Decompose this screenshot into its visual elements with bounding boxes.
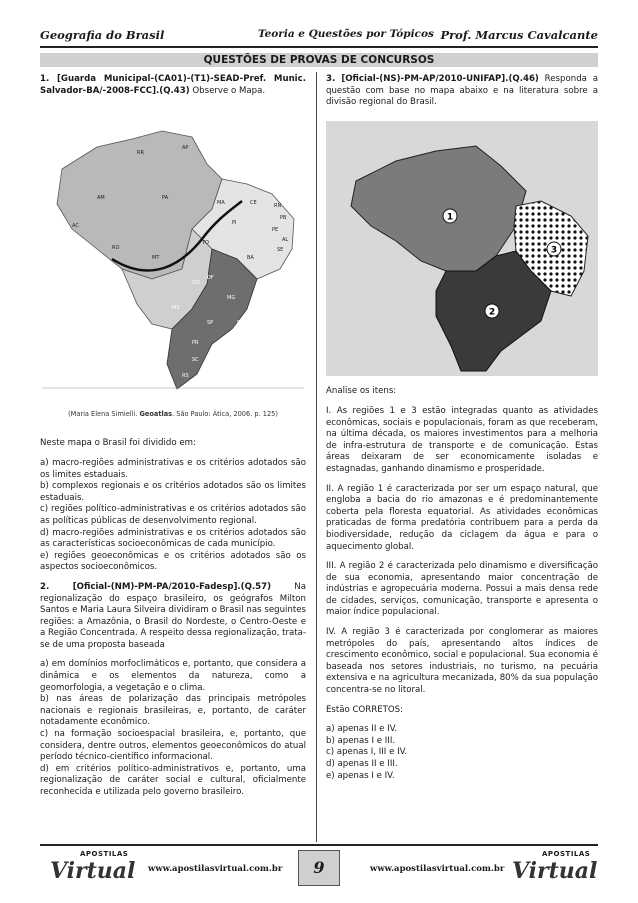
header-series: Teoria e Questões por Tópicos <box>258 28 434 40</box>
question-1-prompt <box>40 74 306 97</box>
header-rule <box>40 46 598 48</box>
q2-option-c[interactable]: c) na formação socioespacial brasileira, e, portanto, que considera, dentre outros, elementos geoeconômicos do atual período técnico-científico informacional. <box>40 729 306 763</box>
page-number: 9 <box>298 850 340 886</box>
map-label-mg: MG <box>227 295 236 302</box>
map-label-to: TO <box>202 240 209 247</box>
q3-option-d[interactable]: d) apenas II e III. <box>326 759 398 769</box>
map-label-rs: RS <box>182 373 189 380</box>
q3-option-b[interactable]: b) apenas I e III. <box>326 735 396 746</box>
question-1-stem: Neste mapa o Brasil foi dividido em: <box>40 438 196 449</box>
map-region-2-label: 2 <box>488 307 496 318</box>
left-column <box>40 74 306 799</box>
q1-option-a[interactable]: a) macro-regiões administrativas e os critérios adotados são os limites estaduais. <box>40 457 306 480</box>
question-3-options <box>326 724 598 782</box>
map-label-df: DF <box>207 275 214 282</box>
map-label-ac: AC <box>72 223 79 230</box>
map-label-sp: SP <box>207 320 214 327</box>
map-region-1-label: 1 <box>446 212 454 223</box>
header-subject: Geografia do Brasil <box>40 28 165 42</box>
map-label-sc: SC <box>192 357 199 364</box>
map-label-rn: RN <box>274 203 282 210</box>
logo-right: APOSTILAS Virtual <box>512 850 598 884</box>
map-label-pb: PB <box>280 215 287 222</box>
q2-option-a[interactable]: a) em domínios morfoclimáticos e, portanto, que considera a dinâmica e os elementos da natureza, como a geomorfologia, a vegetação e o clima. <box>40 659 306 693</box>
question-1-lead: Observe o Mapa. <box>189 85 266 96</box>
q3-item-2: II. A região 1 é caracterizada por ser um espaço natural, que engloba a bacia do rio amazonas e é predominantemente coberta pela floresta equatorial. As atividades econômicas praticadas de forma predatória contribuem para a perda da biodiversidade, redução da ciclagem da água e para o aquecimento global. <box>326 483 598 552</box>
q2-option-b[interactable]: b) nas áreas de polarização das principais metrópoles nacionais e regionais brasileiras, e, portanto, de caráter notadamente econômico. <box>40 694 306 728</box>
map-caption: (Maria Elena Simielli. Geoatlas. São Paulo: Ática, 2006. p. 125) <box>68 409 278 418</box>
question-2-text: Na regionalização do espaço brasileiro, os geógrafos Milton Santos e Maria Laura Silveira dividiram o Brasil nas seguintes regiões: a Amazônia, o Brasil do Nordeste, o Centro-Oeste e a Região Concentrada. A respeito dessa regionalização, trata-se de uma proposta baseada <box>40 581 307 650</box>
brazil-three-regions-map <box>326 121 598 376</box>
q1-option-c[interactable]: c) regiões político-administrativas e os critérios adotados são as políticas públicas de desenvolvimento regional. <box>40 504 306 526</box>
running-header <box>40 28 598 44</box>
map-label-go: GO <box>192 280 200 287</box>
q3-option-e[interactable]: e) apenas I e IV. <box>326 770 395 781</box>
header-author: Prof. Marcus Cavalcante <box>440 28 598 42</box>
q1-option-d[interactable]: d) macro-regiões administrativas e os critérios adotados são as características socioeconômicas de cada município. <box>40 527 306 550</box>
column-divider <box>316 72 317 842</box>
footer-url-right[interactable]: www.apostilasvirtual.com.br <box>370 864 505 874</box>
question-2-options <box>40 659 306 798</box>
question-2-head: 2. [Oficial-(NM)-PM-PA/2010-Fadesp].(Q.57) <box>40 581 272 592</box>
map-label-mt: MT <box>152 255 160 262</box>
question-3-correct: Estão CORRETOS: <box>326 704 404 715</box>
map-label-ap: AP <box>182 145 189 152</box>
map-label-se: SE <box>277 247 284 254</box>
map-label-al: AL <box>282 237 289 244</box>
footer-url-left[interactable]: www.apostilasvirtual.com.br <box>148 864 283 874</box>
question-1-options <box>40 458 306 574</box>
map-label-es: ES <box>252 300 259 307</box>
map-label-ro: RO <box>112 245 120 252</box>
map-label-ms: MS <box>172 305 180 312</box>
map-label-ma: MA <box>217 200 225 207</box>
right-column <box>326 74 598 782</box>
map-label-am: AM <box>97 195 105 202</box>
map-label-ce: CE <box>250 200 257 207</box>
question-1-head: 1. [Guarda Municipal-(CA01)-(T1)-SEAD-Pref. Munic. Salvador-BA/-2008-FCC].(Q.43) <box>40 74 306 96</box>
q3-item-3: III. A região 2 é caracterizada pelo dinamismo e diversificação de sua economia, apresentando maior concentração de indústrias e agropecuária moderna. Possui a mais densa rede de cidades, serviços, comunicação, transporte e apresenta o maior índice populacional. <box>326 561 598 618</box>
map-region-3-label: 3 <box>550 245 558 256</box>
map-label-pr: PR <box>192 340 199 347</box>
logo-left: APOSTILAS Virtual <box>50 850 136 884</box>
q3-option-a[interactable]: a) apenas II e IV. <box>326 724 398 735</box>
map-label-rr: RR <box>137 150 144 157</box>
map-label-rj: RJ <box>237 320 242 327</box>
map-label-pe: PE <box>272 227 279 234</box>
question-2-prompt <box>40 582 306 652</box>
map-label-pi: PI <box>232 220 237 227</box>
question-3-analyze: Analise os itens: <box>326 386 397 397</box>
q1-option-b[interactable]: b) complexos regionais e os critérios adotados são os limites estaduais. <box>40 481 306 503</box>
section-banner: QUESTÕES DE PROVAS DE CONCURSOS <box>40 53 598 67</box>
q3-option-c[interactable]: c) apenas I, III e IV. <box>326 747 408 758</box>
q1-option-e[interactable]: e) regiões geoeconômicas e os critérios adotados são os aspectos socioeconômicos. <box>40 550 306 573</box>
q2-option-d[interactable]: d) em critérios político-administrativos e, portanto, uma regionalização de caráter social e cultural, oficialmente reconhecida e utilizada pelo governo brasileiro. <box>40 763 306 797</box>
question-3-head: 3. [Oficial-(NS)-PM-AP/2010-UNIFAP].(Q.46) <box>326 74 539 84</box>
brazil-regions-map <box>42 109 304 404</box>
page-footer <box>40 848 598 894</box>
footer-rule <box>40 844 598 846</box>
q3-item-4: IV. A região 3 é caracterizada por conglomerar as maiores metrópoles do país, apresentando altos índices de crescimento econômico, social e populacional. Sua economia é baseada nos setores industriais, no turismo, na pecuária extensiva e na agricultura mecanizada, 80% da sua população concentra-se no litoral. <box>326 627 598 696</box>
map-label-pa: PA <box>162 195 169 202</box>
question-3-prompt <box>326 74 598 109</box>
map-label-ba: BA <box>247 255 254 262</box>
question-3-text: Responda a questão com base no mapa abaixo e na literatura sobre a divisão regional do Brasil. <box>326 74 598 108</box>
q3-item-1: I. As regiões 1 e 3 estão integradas quanto as atividades econômicas, sociais e populacionais, foram as que receberam, na última década, os maiores investimentos para a melhoria de infra-estrutura de transporte e de comunicação. Estas áreas deixaram de ser economicamente isoladas e estagnadas, ganhando dinamismo e prosperidade. <box>326 405 598 474</box>
